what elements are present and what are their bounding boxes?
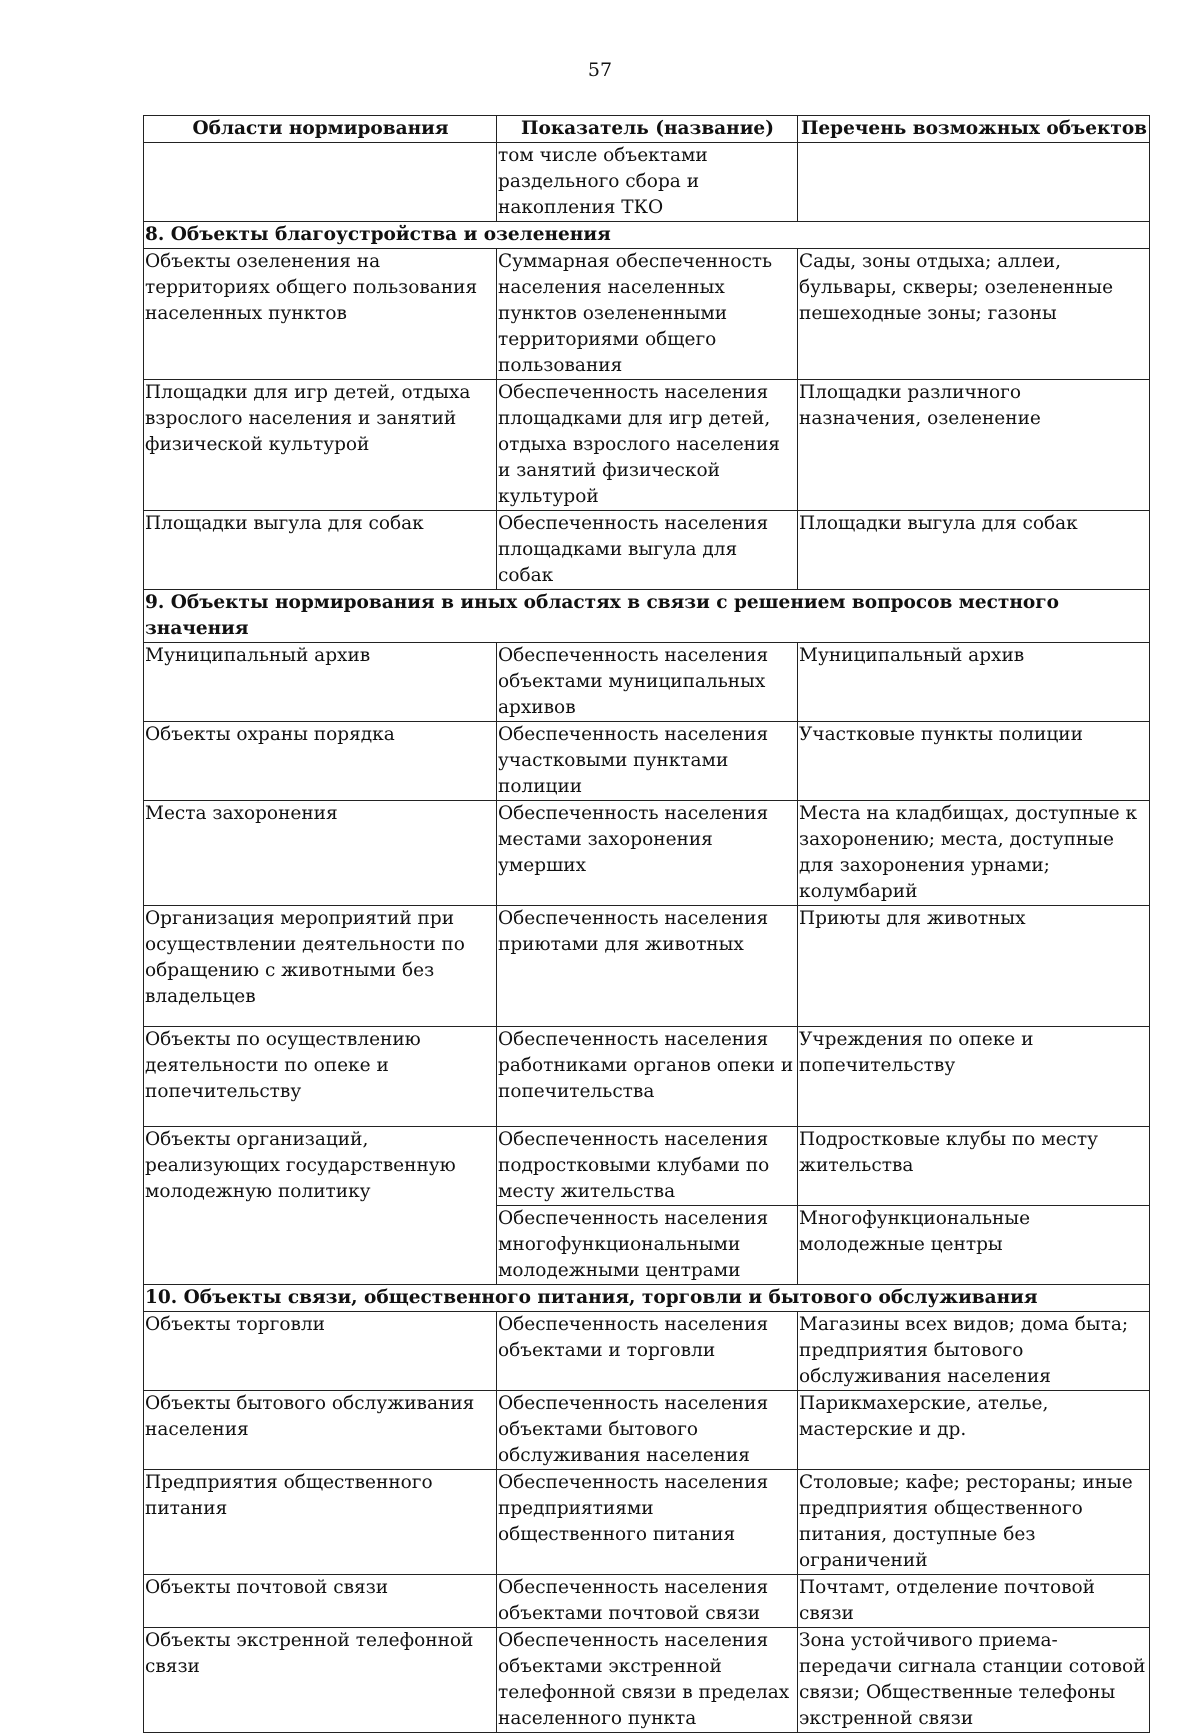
cell-indicator: Обеспеченность населения местами захоронения умерших — [497, 801, 798, 906]
cell-objects: Магазины всех видов; дома быта; предприятия бытового обслуживания населения — [798, 1312, 1150, 1391]
norms-table — [143, 115, 1150, 1733]
section-row — [144, 590, 1150, 643]
table-row — [144, 1391, 1150, 1470]
cell-indicator: Обеспеченность населения площадками выгула для собак — [497, 511, 798, 590]
cell-objects: Площадки выгула для собак — [798, 511, 1150, 590]
cell-indicator: том числе объектами раздельного сбора и накопления ТКО — [497, 143, 798, 222]
cell-objects: Муниципальный архив — [798, 643, 1150, 722]
cell-area: Организация мероприятий при осуществлении деятельности по обращению с животными без владельцев — [144, 906, 497, 1027]
header-areas: Области нормирования — [144, 116, 497, 143]
cell-indicator: Обеспеченность населения объектами муниципальных архивов — [497, 643, 798, 722]
table-row — [144, 1127, 1150, 1206]
cell-objects — [798, 143, 1150, 222]
table-row — [144, 1470, 1150, 1575]
table-row — [144, 1312, 1150, 1391]
cell-objects: Многофункциональные молодежные центры — [798, 1206, 1150, 1285]
cell-objects: Участковые пункты полиции — [798, 722, 1150, 801]
cell-indicator: Обеспеченность населения приютами для животных — [497, 906, 798, 1027]
cell-area: Предприятия общественного питания — [144, 1470, 497, 1575]
cell-indicator: Обеспеченность населения объектами бытового обслуживания населения — [497, 1391, 798, 1470]
table-row — [144, 143, 1150, 222]
cell-area: Объекты почтовой связи — [144, 1575, 497, 1628]
cell-area: Объекты озеленения на территориях общего пользования населенных пунктов — [144, 249, 497, 380]
cell-area: Объекты бытового обслуживания населения — [144, 1391, 497, 1470]
cell-indicator: Обеспеченность населения подростковыми клубами по месту жительства — [497, 1127, 798, 1206]
cell-objects: Зона устойчивого приема-передачи сигнала станции сотовой связи; Общественные телефоны экстренной связи — [798, 1628, 1150, 1733]
section-title-10: 10. Объекты связи, общественного питания, торговли и бытового обслуживания — [144, 1285, 1150, 1312]
table-row — [144, 249, 1150, 380]
table-row — [144, 1027, 1150, 1127]
cell-indicator: Обеспеченность населения работниками органов опеки и попечительства — [497, 1027, 798, 1127]
table-row — [144, 1575, 1150, 1628]
cell-area: Площадки выгула для собак — [144, 511, 497, 590]
table-row — [144, 643, 1150, 722]
table-row — [144, 511, 1150, 590]
cell-objects: Парикмахерские, ателье, мастерские и др. — [798, 1391, 1150, 1470]
header-objects: Перечень возможных объектов — [798, 116, 1150, 143]
cell-indicator: Обеспеченность населения участковыми пунктами полиции — [497, 722, 798, 801]
table-row — [144, 722, 1150, 801]
header-indicator: Показатель (название) — [497, 116, 798, 143]
cell-objects: Сады, зоны отдыха; аллеи, бульвары, скверы; озелененные пешеходные зоны; газоны — [798, 249, 1150, 380]
cell-area: Объекты организаций, реализующих государственную молодежную политику — [144, 1127, 497, 1285]
cell-area: Муниципальный архив — [144, 643, 497, 722]
cell-objects: Столовые; кафе; рестораны; иные предприятия общественного питания, доступные без ограничений — [798, 1470, 1150, 1575]
cell-objects: Приюты для животных — [798, 906, 1150, 1027]
cell-area: Объекты экстренной телефонной связи — [144, 1628, 497, 1733]
cell-indicator: Обеспеченность населения объектами экстренной телефонной связи в пределах населенного пункта — [497, 1628, 798, 1733]
cell-area: Объекты охраны порядка — [144, 722, 497, 801]
page-number: 57 — [587, 59, 613, 81]
section-title-9: 9. Объекты нормирования в иных областях в связи с решением вопросов местного значения — [144, 590, 1150, 643]
table-row — [144, 906, 1150, 1027]
cell-objects: Площадки различного назначения, озеленение — [798, 380, 1150, 511]
cell-indicator: Обеспеченность населения объектами и торговли — [497, 1312, 798, 1391]
cell-objects: Места на кладбищах, доступные к захоронению; места, доступные для захоронения урнами; колумбарий — [798, 801, 1150, 906]
table-header-row — [144, 116, 1150, 143]
cell-indicator: Суммарная обеспеченность населения населенных пунктов озелененными территориями общего пользования — [497, 249, 798, 380]
section-row — [144, 222, 1150, 249]
cell-objects: Почтамт, отделение почтовой связи — [798, 1575, 1150, 1628]
cell-indicator: Обеспеченность населения площадками для игр детей, отдыха взрослого населения и занятий физической культурой — [497, 380, 798, 511]
cell-area: Объекты по осуществлению деятельности по опеке и попечительству — [144, 1027, 497, 1127]
section-title-8: 8. Объекты благоустройства и озеленения — [144, 222, 1150, 249]
cell-indicator: Обеспеченность населения объектами почтовой связи — [497, 1575, 798, 1628]
cell-area: Места захоронения — [144, 801, 497, 906]
cell-indicator: Обеспеченность населения предприятиями общественного питания — [497, 1470, 798, 1575]
cell-area: Объекты торговли — [144, 1312, 497, 1391]
cell-objects: Подростковые клубы по месту жительства — [798, 1127, 1150, 1206]
table-row — [144, 1628, 1150, 1733]
table-row — [144, 801, 1150, 906]
cell-area — [144, 143, 497, 222]
table-row — [144, 380, 1150, 511]
section-row — [144, 1285, 1150, 1312]
cell-area: Площадки для игр детей, отдыха взрослого населения и занятий физической культурой — [144, 380, 497, 511]
cell-objects: Учреждения по опеке и попечительству — [798, 1027, 1150, 1127]
cell-indicator: Обеспеченность населения многофункциональными молодежными центрами — [497, 1206, 798, 1285]
